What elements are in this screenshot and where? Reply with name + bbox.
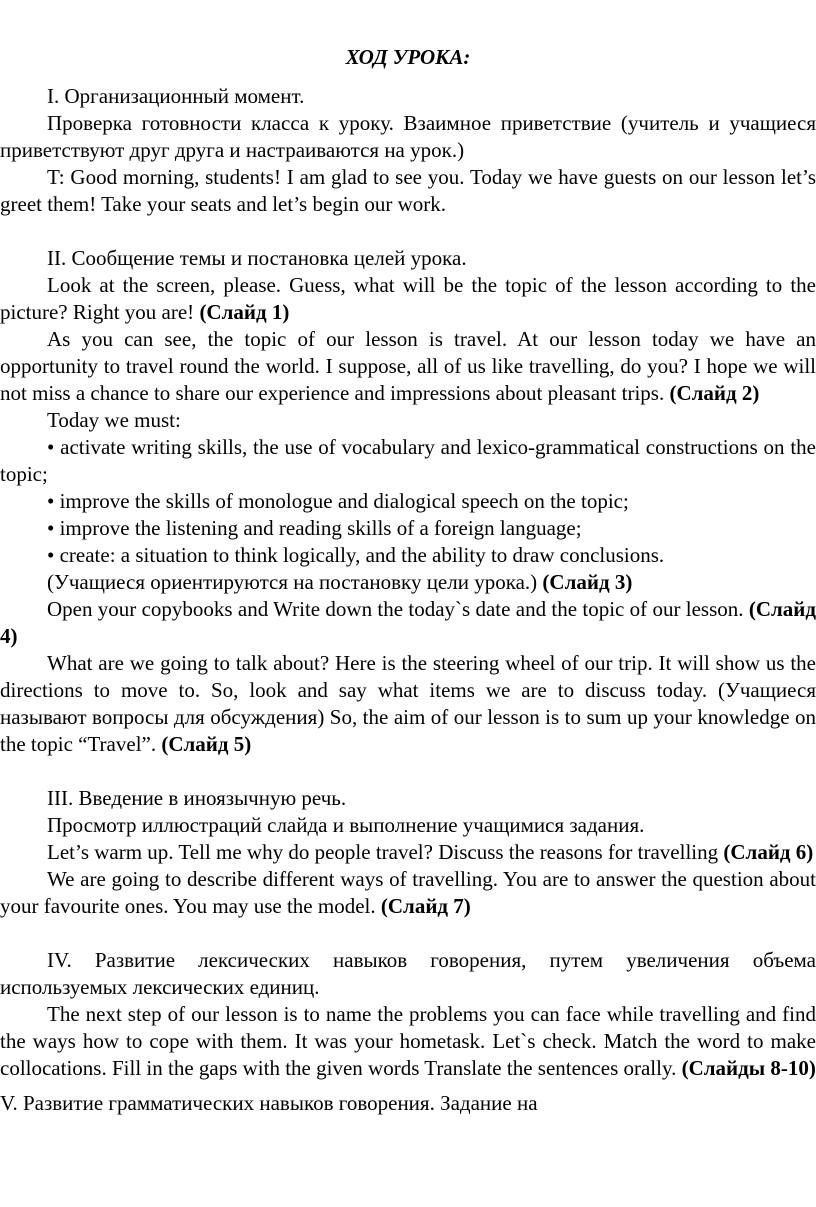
slide-ref: (Слайды 8-10) [681,1056,816,1080]
paragraph [0,326,816,407]
bullet-item: • create: a situation to think logically, and the ability to draw conclusions. [47,543,665,567]
paragraph [0,650,816,758]
slide-ref: (Слайд 5) [161,732,252,756]
section-2-heading: II. Сообщение темы и постановка целей урока. [47,246,467,270]
text: We are going to describe different ways of travelling. You are to answer the question about your favourite ones. You may use the model. [0,867,816,918]
bullet-item: • improve the listening and reading skills of a foreign language; [47,516,582,540]
section-3-heading: III. Введение в иноязычную речь. [47,786,347,810]
page-title: ХОД УРОКА: [345,45,471,69]
paragraph [0,1001,816,1082]
text: Look at the screen, please. Guess, what will be the topic of the lesson according to the picture? Right you are! [0,273,816,324]
slide-ref: (Слайд 6) [723,840,814,864]
paragraph: Проверка готовности класса к уроку. Взаимное приветствие (учитель и учащиеся приветствуют друг друга и настраиваются на урок.) [0,111,816,162]
text: The next step of our lesson is to name the problems you can face while travelling and find the ways how to cope with them. It was your hometask. Let`s check. Match the word to make collocations. Fill in the gaps with the given words Translate the sentences orally. [0,1002,816,1080]
text: As you can see, the topic of our lesson is travel. At our lesson today we have an opportunity to travel round the world. I suppose, all of us like travelling, do you? I hope we will not miss a chance to share our experience and impressions about pleasant trips. [0,327,816,405]
spacer [0,920,816,947]
section-4-heading: IV. Развитие лексических навыков говорения, путем увеличения объема используемых лексических единиц. [0,948,816,999]
text: Let’s warm up. Tell me why do people travel? Discuss the reasons for travelling [47,840,724,864]
paragraph: Today we must: [47,408,181,432]
slide-ref: (Слайд 4) [0,597,816,648]
bullet-item: • activate writing skills, the use of vocabulary and lexico-grammatical constructions on the topic; [0,435,816,486]
paragraph [0,272,816,326]
spacer [0,1082,816,1090]
slide-ref: (Слайд 7) [380,894,471,918]
bullet-item: • improve the skills of monologue and dialogical speech on the topic; [47,489,629,513]
paragraph [0,569,816,596]
paragraph: T: Good morning, students! I am glad to see you. Today we have guests on our lesson let’s greet them! Take your seats and let’s begin our work. [0,165,816,216]
text: What are we going to talk about? Here is the steering wheel of our trip. It will show us the directions to move to. So, look and say what items we are to discuss today. (Учащиеся называют вопросы для обсуждения) So, the aim of our lesson is to sum up your knowledge on the topic “Travel”. [0,651,816,756]
paragraph [0,839,816,866]
text: (Учащиеся ориентируются на постановку цели урока.) [47,570,543,594]
section-1-heading: I. Организационный момент. [47,84,305,108]
text: Open your copybooks and Write down the today`s date and the topic of our lesson. [47,597,749,621]
slide-ref: (Слайд 3) [542,570,633,594]
slide-ref: (Слайд 1) [199,300,290,324]
paragraph: Просмотр иллюстраций слайда и выполнение учащимися задания. [47,813,645,837]
section-5-heading: V. Развитие грамматических навыков говорения. Задание на [0,1091,538,1115]
spacer [0,218,816,245]
spacer [0,758,816,785]
paragraph [0,596,816,650]
slide-ref: (Слайд 2) [669,381,760,405]
paragraph [0,866,816,920]
